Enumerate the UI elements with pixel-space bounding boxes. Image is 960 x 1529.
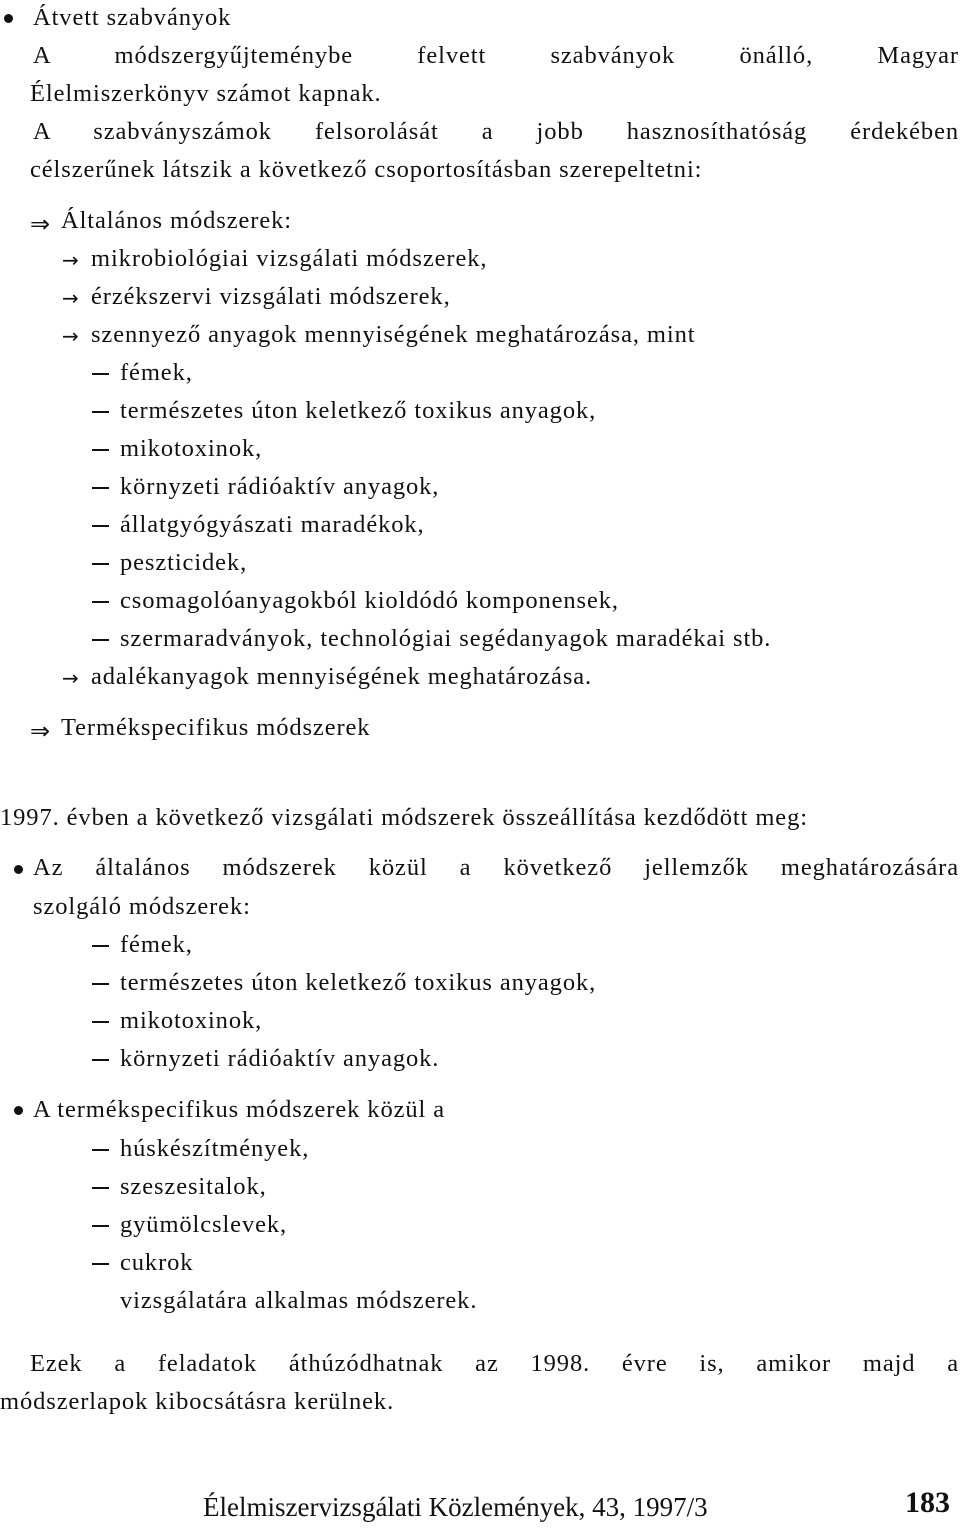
sub-list-item: szeszesitalok,	[120, 1173, 267, 1200]
bullet-icon	[14, 1106, 23, 1115]
paragraph-line: módszerlapok kibocsátásra kerülnek.	[0, 1388, 395, 1415]
dash-icon	[92, 601, 109, 603]
arrow-right-icon: →	[62, 324, 80, 348]
paragraph-line: Az általános módszerek közül a következő jellemzők meghatározására	[33, 854, 959, 881]
paragraph-line: 1997. évben a következő vizsgálati módszerek összeállítása kezdődött meg:	[0, 804, 808, 831]
paragraph-line: Élelmiszerkönyv számot kapnak.	[30, 80, 382, 107]
sub-list-item: mikotoxinok,	[120, 435, 263, 462]
section-title: Átvett szabványok	[33, 4, 232, 31]
sub-list-item: csomagolóanyagokból kioldódó komponensek,	[120, 587, 619, 614]
dash-icon	[92, 1187, 109, 1189]
paragraph-line: célszerűnek látszik a következő csoportosításban szerepeltetni:	[30, 156, 703, 183]
dash-icon	[92, 525, 109, 527]
sub-list-item: cukrok	[120, 1249, 194, 1276]
arrow-right-icon: →	[62, 666, 80, 690]
list-item: adalékanyagok mennyiségének meghatározása.	[91, 663, 593, 690]
list-item: szennyező anyagok mennyiségének meghatározása, mint	[91, 321, 696, 348]
dash-icon	[92, 411, 109, 413]
paragraph-line: Ezek a feladatok áthúzódhatnak az 1998. évre is, amikor majd a	[30, 1350, 959, 1377]
category-heading: Általános módszerek:	[61, 207, 292, 234]
sub-list-item: gyümölcslevek,	[120, 1211, 288, 1238]
implies-icon: ⇒	[30, 717, 52, 745]
dash-icon	[92, 1149, 109, 1151]
dash-icon	[92, 983, 109, 985]
dash-icon	[92, 1263, 109, 1265]
sub-list-item: húskészítmények,	[120, 1135, 310, 1162]
arrow-right-icon: →	[62, 286, 80, 310]
sub-list-item: környzeti rádióaktív anyagok.	[120, 1045, 440, 1072]
dash-icon	[92, 1021, 109, 1023]
dash-icon	[92, 1225, 109, 1227]
dash-icon	[92, 449, 109, 451]
paragraph-line: szolgáló módszerek:	[33, 893, 251, 920]
dash-icon	[92, 487, 109, 489]
paragraph-line: A módszergyűjteménybe felvett szabványok önálló, Magyar	[33, 42, 959, 69]
bullet-icon	[4, 14, 13, 23]
paragraph-line: A szabványszámok felsorolását a jobb hasznosíthatóság érdekében	[33, 118, 959, 145]
sub-list-item: állatgyógyászati maradékok,	[120, 511, 425, 538]
sub-list-item: mikotoxinok,	[120, 1007, 263, 1034]
sub-list-item: környzeti rádióaktív anyagok,	[120, 473, 440, 500]
sub-list-item: természetes úton keletkező toxikus anyagok,	[120, 397, 597, 424]
journal-citation: Élelmiszervizsgálati Közlemények, 43, 1997/3	[203, 1492, 708, 1522]
dash-icon	[92, 639, 109, 641]
bullet-icon	[14, 865, 23, 874]
sub-list-item: természetes úton keletkező toxikus anyagok,	[120, 969, 597, 996]
category-heading: Termékspecifikus módszerek	[61, 714, 371, 741]
dash-icon	[92, 945, 109, 947]
sub-list-closing: vizsgálatára alkalmas módszerek.	[120, 1287, 478, 1314]
list-item: mikrobiológiai vizsgálati módszerek,	[91, 245, 488, 272]
list-item: érzékszervi vizsgálati módszerek,	[91, 283, 451, 310]
sub-list-item: fémek,	[120, 359, 193, 386]
dash-icon	[92, 563, 109, 565]
dash-icon	[92, 373, 109, 375]
dash-icon	[92, 1059, 109, 1061]
arrow-right-icon: →	[62, 248, 80, 272]
sub-list-item: peszticidek,	[120, 549, 248, 576]
sub-list-item: szermaradványok, technológiai segédanyagok maradékai stb.	[120, 625, 772, 652]
page-number: 183	[905, 1486, 950, 1519]
paragraph-line: A termékspecifikus módszerek közül a	[33, 1096, 446, 1123]
implies-icon: ⇒	[30, 210, 52, 238]
sub-list-item: fémek,	[120, 931, 193, 958]
